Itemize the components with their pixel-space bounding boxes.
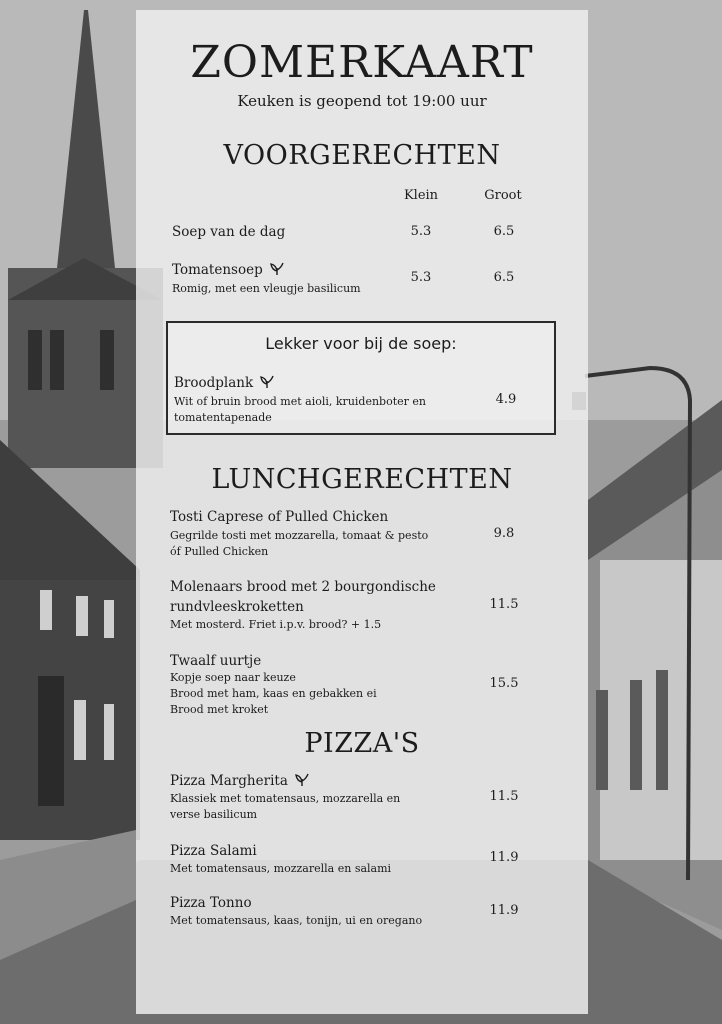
menu-title: ZOMERKAART — [190, 37, 534, 88]
menu-item-price: 11.9 — [489, 850, 519, 865]
section-heading-pizzas: PIZZA'S — [304, 728, 420, 759]
menu-item-description: Klassiek met tomatensaus, mozzarella en — [170, 792, 401, 805]
vegetarian-leaf-icon — [259, 375, 275, 389]
menu-item-price: 11.5 — [489, 789, 519, 804]
vegetarian-leaf-icon — [294, 773, 310, 787]
menu-item-description: tomatentapenade — [174, 411, 272, 424]
menu-item-description: Gegrilde tosti met mozzarella, tomaat & pesto — [170, 529, 429, 542]
menu-item-name: Soep van de dag — [172, 224, 286, 240]
section-heading-voorgerechten: VOORGERECHTEN — [223, 140, 501, 171]
menu-item-name: rundvleeskroketten — [170, 599, 304, 615]
menu-item-price-large: 6.5 — [493, 270, 515, 285]
menu-item-price-large: 6.5 — [493, 224, 515, 239]
menu-item-price-small: 5.3 — [410, 270, 432, 285]
menu-item-description: Kopje soep naar keuze — [170, 671, 296, 684]
menu-item-price: 11.9 — [489, 903, 519, 918]
menu-item-price: 9.8 — [493, 526, 515, 541]
soup-extra-heading: Lekker voor bij de soep: — [265, 334, 457, 353]
menu-item-description: Romig, met een vleugje basilicum — [172, 282, 361, 295]
vegetarian-leaf-icon — [269, 262, 285, 276]
menu-item-description: Met tomatensaus, mozzarella en salami — [170, 862, 392, 875]
menu-item-name-row — [174, 374, 275, 392]
menu-item-description: Met mosterd. Friet i.p.v. brood? + 1.5 — [170, 618, 382, 631]
menu-item-name-row — [170, 772, 310, 790]
menu-item-name: Pizza Margherita — [170, 773, 288, 789]
menu-item-name-row — [172, 261, 285, 279]
menu-item-price: 4.9 — [495, 392, 517, 407]
menu-item-name: Pizza Tonno — [170, 895, 252, 911]
column-header-small: Klein — [403, 188, 439, 203]
menu-item-description: Met tomatensaus, kaas, tonijn, ui en oregano — [170, 914, 423, 927]
menu-item-name: Tomatensoep — [172, 262, 263, 278]
menu-item-name: Tosti Caprese of Pulled Chicken — [170, 509, 389, 525]
menu-item-name: Twaalf uurtje — [170, 653, 262, 669]
menu-item-description: verse basilicum — [170, 808, 258, 821]
menu-item-description: Wit of bruin brood met aioli, kruidenboter en — [174, 395, 426, 408]
menu-item-price: 15.5 — [489, 676, 519, 691]
menu-item-name: Molenaars brood met 2 bourgondische — [170, 579, 436, 595]
menu-item-description: Brood met kroket — [170, 703, 269, 716]
menu-item-name: Pizza Salami — [170, 843, 257, 859]
menu-item-price: 11.5 — [489, 597, 519, 612]
menu-item-description: Brood met ham, kaas en gebakken ei — [170, 687, 377, 700]
section-heading-lunchgerechten: LUNCHGERECHTEN — [211, 464, 513, 495]
menu-item-description: óf Pulled Chicken — [170, 545, 269, 558]
menu-item-price-small: 5.3 — [410, 224, 432, 239]
column-header-large: Groot — [484, 188, 522, 203]
menu-item-name: Broodplank — [174, 375, 254, 391]
kitchen-hours: Keuken is geopend tot 19:00 uur — [237, 92, 487, 110]
